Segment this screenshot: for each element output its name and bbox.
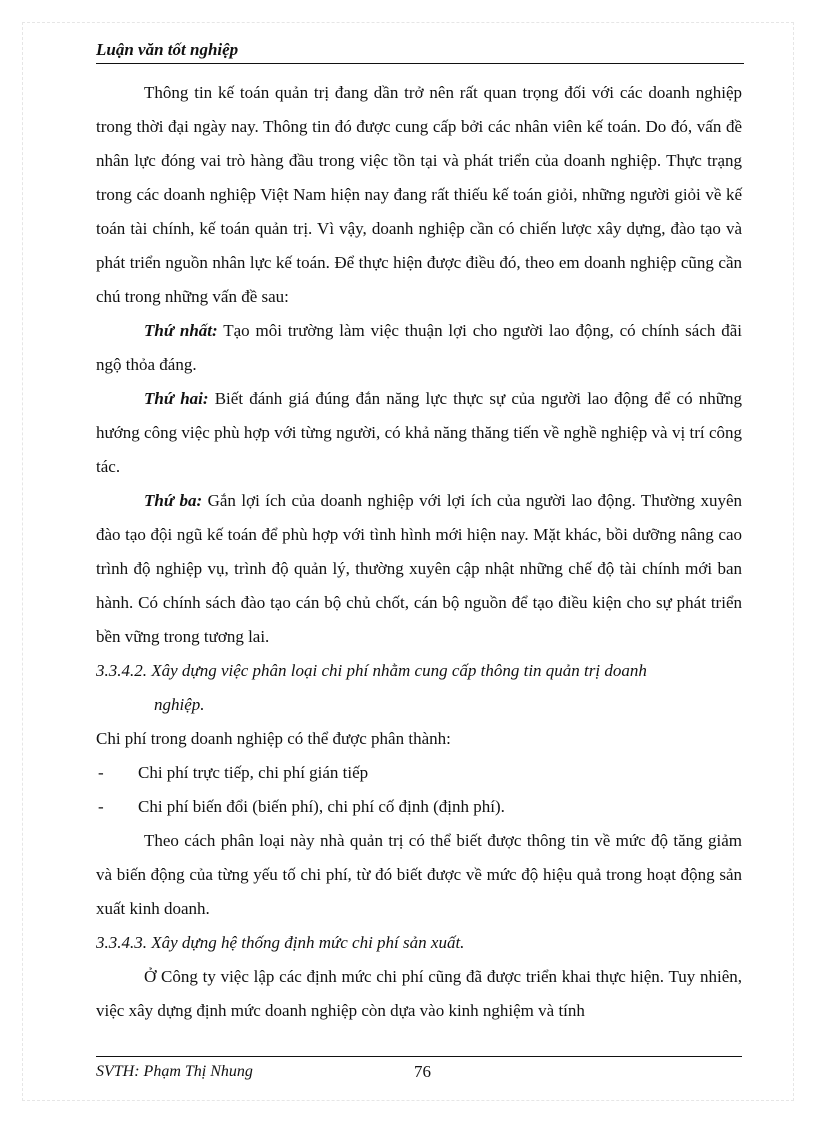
paragraph-classification-intro: Chi phí trong doanh nghiệp có thể được phân thành: (96, 729, 451, 748)
document-body (96, 76, 742, 1028)
lead-second: Thứ hai: (144, 389, 209, 408)
list-item-text: Chi phí trực tiếp, chi phí gián tiếp (138, 763, 369, 782)
header-rule (96, 63, 744, 64)
section-heading-3342 (96, 654, 742, 722)
section-heading-3342-line1: 3.3.4.2. Xây dựng việc phân loại chi phí nhằm cung cấp thông tin quản trị doanh (96, 661, 647, 680)
page-number: 76 (414, 1062, 431, 1081)
list-item-text: Chi phí biến đổi (biến phí), chi phí cố định (định phí). (138, 797, 505, 816)
paragraph-classification: Theo cách phân loại này nhà quản trị có thể biết được thông tin về mức độ tăng giảm và biến động của từng yếu tố chi phí, từ đó biết được về mức độ hiệu quả trong hoạt động sản xuất kinh doanh. (96, 831, 742, 918)
text-first: Tạo môi trường làm việc thuận lợi cho người lao động, có chính sách đãi ngộ thỏa đáng. (96, 321, 742, 374)
bullet-dash: - (98, 797, 104, 816)
paragraph-first (96, 314, 742, 382)
footer-rule (96, 1056, 742, 1057)
list-item (96, 790, 742, 824)
list-item (96, 756, 742, 790)
paragraph-norms: Ở Công ty việc lập các định mức chi phí cũng đã được triển khai thực hiện. Tuy nhiên, việc xây dựng định mức doanh nghiệp còn dựa vào kinh nghiệm và tính (96, 967, 742, 1020)
section-heading-3343: 3.3.4.3. Xây dựng hệ thống định mức chi phí sản xuất. (96, 933, 465, 952)
paragraph-intro: Thông tin kế toán quản trị đang dần trở nên rất quan trọng đối với các doanh nghiệp trong thời đại ngày nay. Thông tin đó được cung cấp bởi các nhân viên kế toán. Do đó, vấn đề nhân lực đóng vai trò hàng đầu trong việc tồn tại và phát triển của doanh nghiệp. Thực trạng trong các doanh nghiệp Việt Nam hiện nay đang rất thiếu kế toán giỏi, những người giỏi về kế toán tài chính, kế toán quản trị. Vì vậy, doanh nghiệp cần có chiến lược xây dựng, đào tạo và phát triển nguồn nhân lực kế toán. Để thực hiện được điều đó, theo em doanh nghiệp cũng cần chú trong những vấn đề sau: (96, 83, 742, 306)
text-third: Gắn lợi ích của doanh nghiệp với lợi ích của người lao động. Thường xuyên đào tạo đội ngũ kế toán để phù hợp với tình hình mới hiện nay. Mặt khác, bồi dưỡng nâng cao trình độ nghiệp vụ, trình độ quản lý, thường xuyên cập nhật những chế độ tài chính mới ban hành. Có chính sách đào tạo cán bộ chủ chốt, cán bộ nguồn để tạo điều kiện cho sự phát triển bền vững trong tương lai. (96, 491, 743, 646)
text-second: Biết đánh giá đúng đắn năng lực thực sự của người lao động để có những hướng công việc phù hợp với từng người, có khả năng thăng tiến về nghề nghiệp và vị trí công tác. (96, 389, 742, 476)
lead-third: Thứ ba: (144, 491, 203, 510)
footer-author: SVTH: Phạm Thị Nhung (96, 1063, 253, 1080)
paragraph-second (96, 382, 742, 484)
paragraph-third (96, 484, 742, 654)
lead-first: Thứ nhất: (144, 321, 218, 340)
section-heading-3342-line2: nghiệp. (154, 695, 205, 714)
running-header: Luận văn tốt nghiệp (96, 40, 239, 59)
bullet-dash: - (98, 763, 104, 782)
